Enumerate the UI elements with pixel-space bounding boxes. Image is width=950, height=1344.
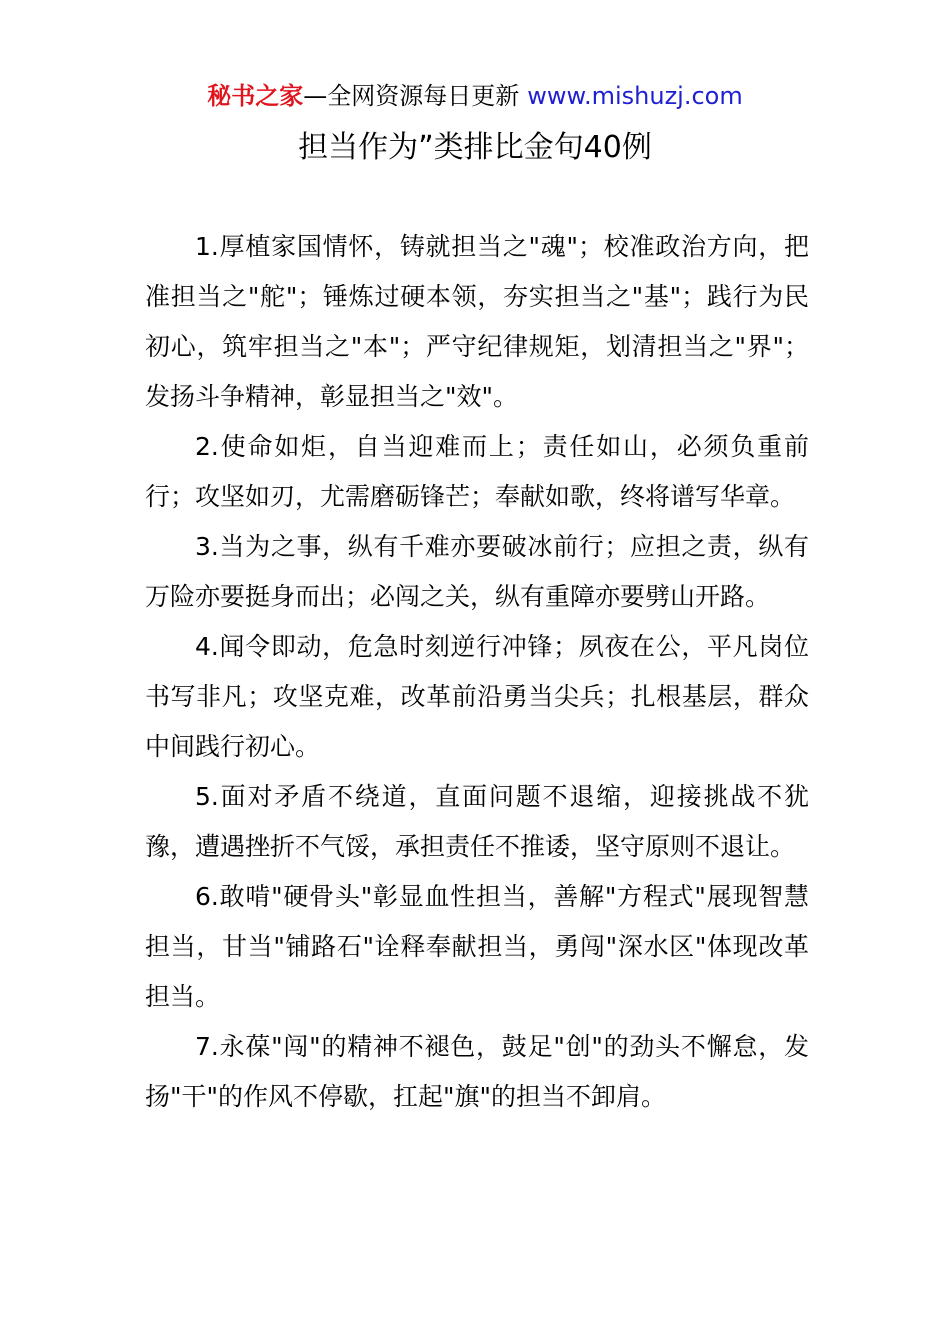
paragraph-7: 7.永葆"闯"的精神不褪色，鼓足"创"的劲头不懈怠，发扬"干"的作风不停歇，扛起"旗"的担当不卸肩。: [145, 1032, 809, 1111]
paragraph-6: 6.敢啃"硬骨头"彰显血性担当，善解"方程式"展现智慧担当，甘当"铺路石"诠释奉献担当，勇闯"深水区"体现改革担当。: [145, 882, 809, 1011]
document-body: [145, 222, 809, 1122]
paragraph-4: 4.闻令即动，危急时刻逆行冲锋；夙夜在公，平凡岗位书写非凡；攻坚克难，改革前沿勇当尖兵；扎根基层，群众中间践行初心。: [145, 632, 809, 761]
paragraph-1: 1.厚植家国情怀，铸就担当之"魂"；校准政治方向，把准担当之"舵"；锤炼过硬本领，夯实担当之"基"；践行为民初心，筑牢担当之"本"；严守纪律规矩，划清担当之"界"；发扬斗争精神，彰显担当之"效"。: [145, 232, 809, 411]
brand-name: 秘书之家: [207, 82, 304, 110]
paragraph-5: 5.面对矛盾不绕道，直面问题不退缩，迎接挑战不犹豫，遭遇挫折不气馁，承担责任不推诿，坚守原则不退让。: [145, 782, 809, 861]
paragraph-3: 3.当为之事，纵有千难亦要破冰前行；应担之责，纵有万险亦要挺身而出；必闯之关，纵有重障亦要劈山开路。: [145, 532, 809, 611]
header-tagline: —全网资源每日更新: [303, 82, 520, 110]
document-title: 担当作为”类排比金句40例: [298, 130, 652, 165]
site-header: [0, 78, 950, 114]
paragraph-2: 2.使命如炬，自当迎难而上；责任如山，必须负重前行；攻坚如刃，尤需磨砺锋芒；奉献如歌，终将谱写华章。: [145, 432, 809, 511]
site-url-link[interactable]: www.mishuzj.com: [527, 82, 743, 110]
